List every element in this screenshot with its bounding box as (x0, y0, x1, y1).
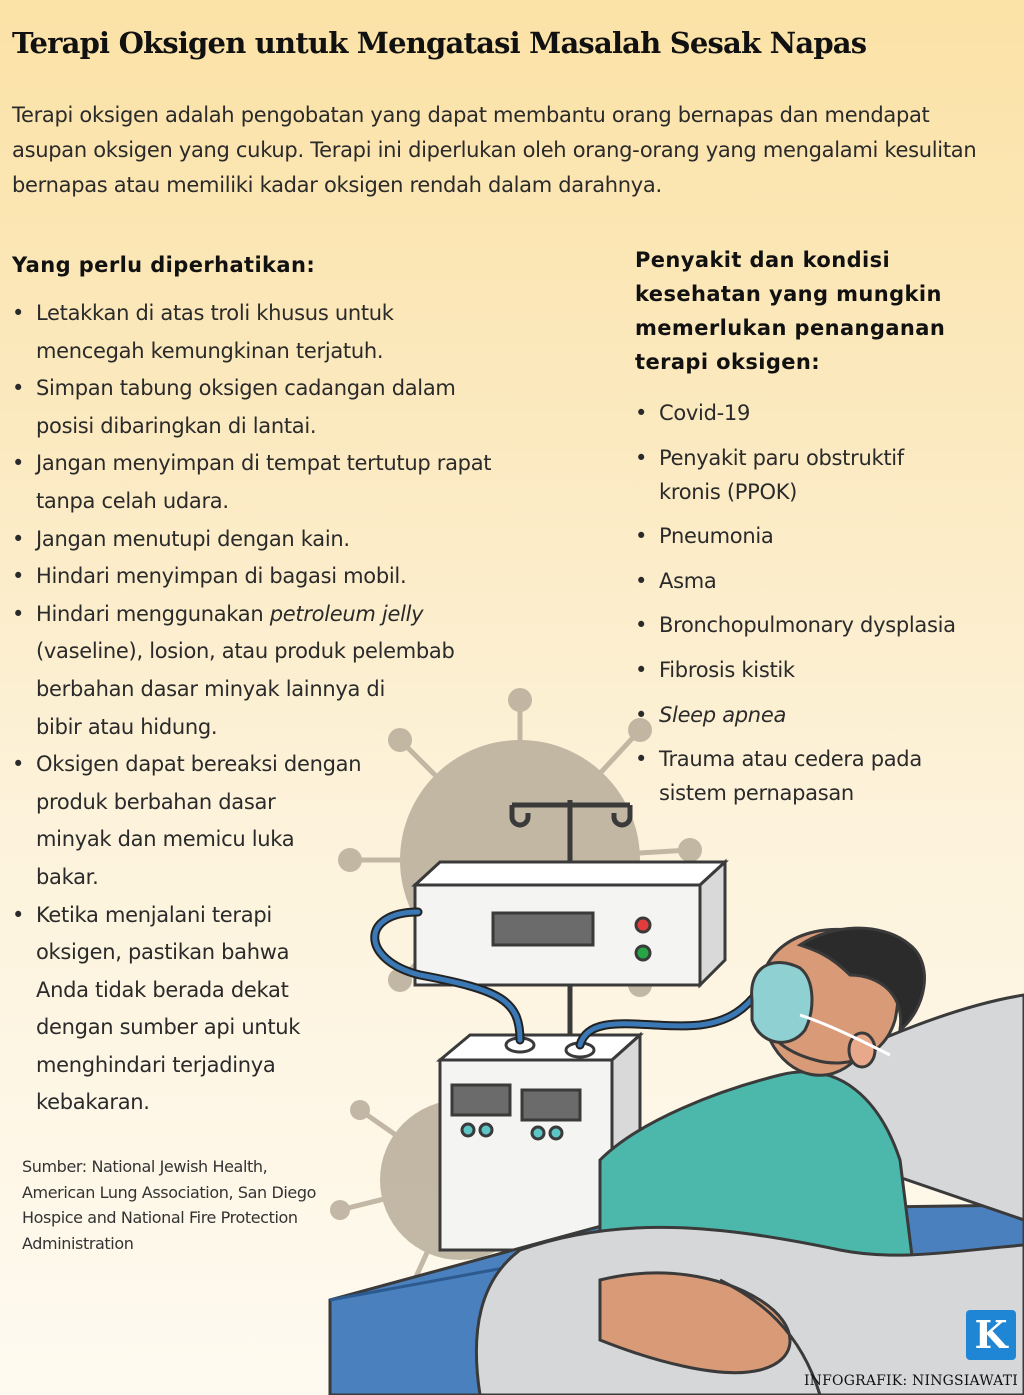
list-item: • Pneumonia (635, 519, 1020, 553)
list-item: • Fibrosis kistik (635, 653, 1020, 687)
list-item: • Covid-19 (635, 396, 1020, 430)
list-item: • Trauma atau cedera pada sistem pernapasan (635, 742, 1020, 810)
list-item: • Jangan menyimpan di tempat tertutup rapat tanpa celah udara. (12, 445, 572, 520)
list-item: • Simpan tabung oksigen cadangan dalam posisi dibaringkan di lantai. (12, 370, 572, 445)
precautions-heading: Yang perlu diperhatikan: (12, 253, 316, 277)
intro-paragraph: Terapi oksigen adalah pengobatan yang dapat membantu orang bernapas dan mendapat asupan oksigen yang cukup. Terapi ini diperlukan oleh orang-orang yang mengalami kesulitan bernapas atau memiliki kadar oksigen rendah dalam darahnya. (12, 103, 977, 197)
publisher-logo: K (966, 1310, 1016, 1360)
conditions-heading: Penyakit dan kondisi kesehatan yang mungkin memerlukan penanganan terapi oksigen: (635, 248, 946, 374)
list-item: • Jangan menutupi dengan kain. (12, 521, 572, 559)
credit-line: INFOGRAFIK: NINGSIAWATI (803, 1373, 1018, 1389)
precautions-list (12, 295, 572, 1122)
page-title: Terapi Oksigen untuk Mengatasi Masalah Sesak Napas (12, 26, 867, 60)
conditions-list (635, 396, 1020, 821)
list-item: • Hindari menggunakan petroleum jelly (vaseline), losion, atau produk pelembab berbahan dasar minyak lainnya di bibir atau hidung. (12, 596, 572, 746)
list-item: • Oksigen dapat bereaksi dengan produk berbahan dasar minyak dan memicu luka bakar. (12, 746, 572, 896)
list-item: • Asma (635, 564, 1020, 598)
list-item: • Hindari menyimpan di bagasi mobil. (12, 558, 572, 596)
source-note: Sumber: National Jewish Health, American Lung Association, San Diego Hospice and National Fire Protection Administration (22, 1157, 316, 1253)
list-item: • Bronchopulmonary dysplasia (635, 608, 1020, 642)
list-item: • Sleep apnea (635, 698, 1020, 732)
list-item: • Letakkan di atas troli khusus untuk mencegah kemungkinan terjatuh. (12, 295, 572, 370)
list-item: • Ketika menjalani terapi oksigen, pastikan bahwa Anda tidak berada dekat dengan sumber api untuk menghindari terjadinya kebakaran. (12, 897, 572, 1123)
list-item: • Penyakit paru obstruktif kronis (PPOK) (635, 441, 1020, 509)
